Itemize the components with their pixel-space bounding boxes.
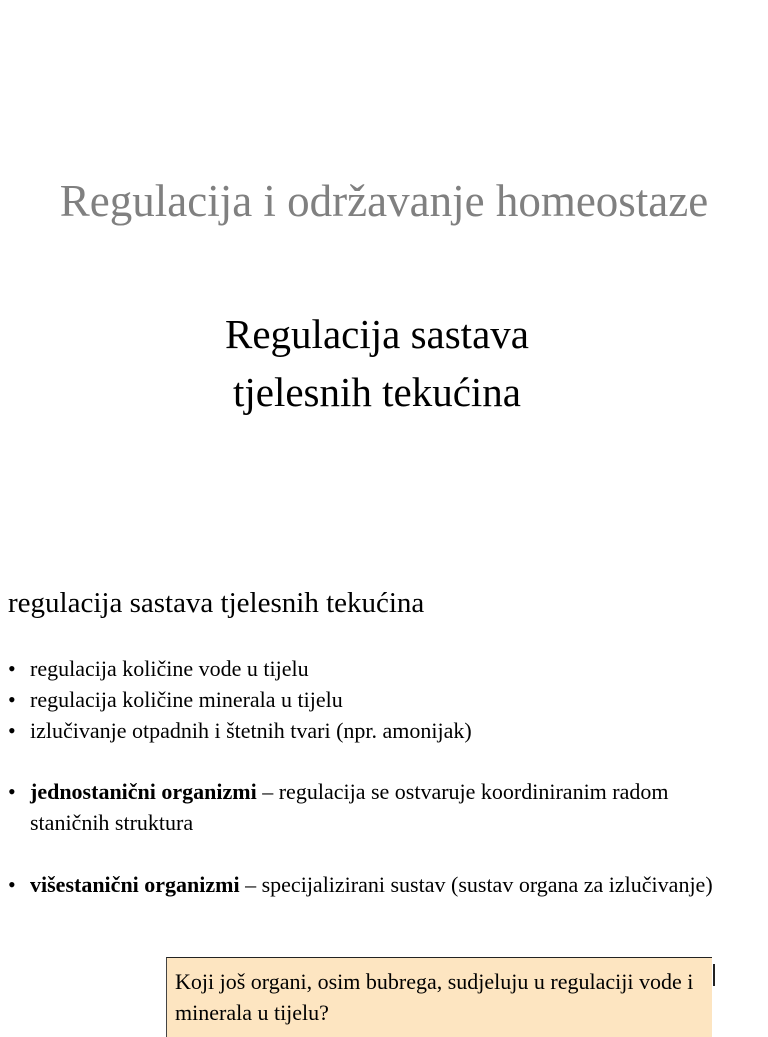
bullet-description: – regulacija se ostvaruje koordiniranim radom staničnih struktura [30, 779, 669, 835]
callout-edge-line [713, 964, 715, 986]
bullet-item [8, 869, 748, 900]
bullet-text: regulacija količine minerala u tijelu [30, 687, 343, 712]
slide-title: Regulacija i održavanje homeostaze [59, 176, 709, 226]
bullet-marker: • [8, 718, 16, 743]
bullet-item [8, 715, 748, 746]
bullet-marker: • [8, 872, 16, 897]
bullet-description: – specijalizirani sustav (sustav organa za izlučivanje) [239, 872, 713, 897]
bullet-marker: • [8, 779, 16, 804]
bullet-bold-term: višestanični organizmi [30, 872, 240, 897]
bullet-item [8, 776, 748, 838]
bullet-item [8, 653, 748, 684]
callout-text: Koji još organi, osim bubrega, sudjeluju u regulaciji vode i minerala u tijelu? [175, 969, 694, 1025]
question-callout [166, 957, 712, 1037]
section-heading: regulacija sastava tjelesnih tekućina [8, 587, 425, 619]
bullet-text: regulacija količine vode u tijelu [30, 656, 309, 681]
subtitle-line-2: tjelesnih tekućina [232, 369, 522, 415]
slide-subtitle [0, 305, 754, 421]
bullet-bold-term: jednostanični organizmi [30, 779, 257, 804]
bullet-text [8, 869, 748, 900]
bullet-text [8, 776, 748, 838]
bullet-marker: • [8, 687, 16, 712]
bullet-text: izlučivanje otpadnih i štetnih tvari (npr. amonijak) [30, 718, 472, 743]
subtitle-line-1: Regulacija sastava [225, 311, 529, 357]
bullet-item [8, 684, 748, 715]
bullet-marker: • [8, 656, 16, 681]
